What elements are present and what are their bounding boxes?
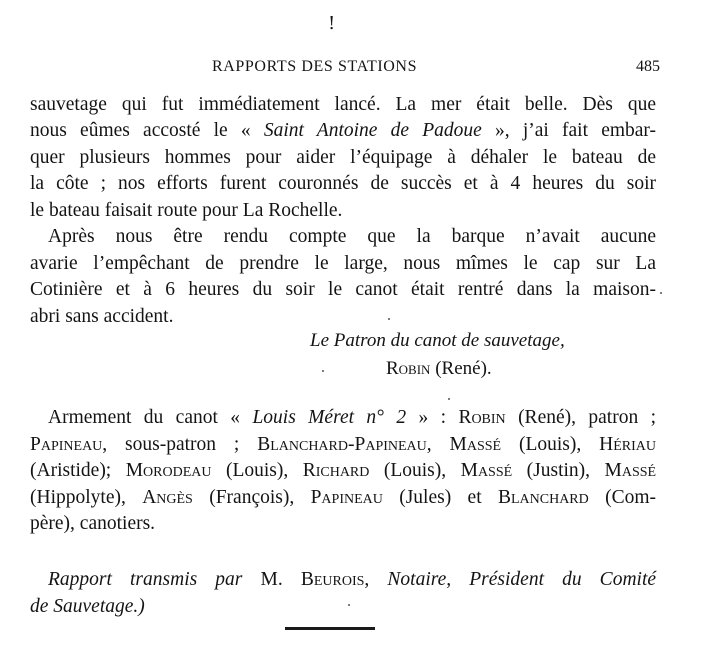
paragraph1-line2: nous eûmes accosté le « Saint Antoine de Padoue », j’ai fait embar-: [30, 120, 657, 141]
paragraph1-line4: la côte ; nos efforts furent couronnés de succès et à 4 heures du soir: [30, 173, 656, 194]
crew-line5: père), canotiers.: [30, 513, 156, 534]
page-number: 485: [636, 58, 660, 75]
signature-title: Le Patron du canot de sauvetage,: [310, 330, 565, 351]
signature-name: Robin (René).: [386, 358, 492, 379]
crew-line2: Papineau, sous-patron ; Blanchard-Papineau, Massé (Louis), Hériau: [30, 434, 656, 455]
page-header: [30, 58, 660, 84]
paragraph2-line4: abri sans accident.: [30, 306, 174, 327]
paragraph2-line3: Cotinière et à 6 heures du soir le canot était rentré dans la maison-: [30, 279, 656, 300]
crew-line3: (Aristide); Morodeau (Louis), Richard (Louis), Massé (Justin), Massé: [30, 460, 657, 481]
paragraph2-line2: avarie l’empêchant de prendre le large, nous mîmes le cap sur La: [30, 253, 656, 274]
ship-name: Saint Antoine de Padoue: [263, 120, 482, 141]
scan-speck: [348, 604, 350, 606]
running-title: RAPPORTS DES STATIONS: [212, 58, 418, 75]
paragraph1-line3: quer plusieurs hommes pour aider l’équipage à déhaler le bateau de: [30, 147, 656, 168]
report-line1: Rapport transmis par M. Beurois, Notaire, Président du Comité: [48, 569, 657, 590]
scan-speck: [660, 292, 662, 294]
crew-line4: (Hippolyte), Angès (François), Papineau (Jules) et Blanchard (Com-: [30, 487, 657, 508]
top-mark: !: [328, 13, 336, 34]
scan-speck: [448, 398, 450, 400]
scan-speck: [322, 370, 324, 372]
report-line2: de Sauvetage.): [30, 596, 145, 617]
paragraph1-line5: le bateau faisait route pour La Rochelle.: [30, 200, 343, 221]
paragraph1-line1: sauvetage qui fut immédiatement lancé. La mer était belle. Dès que: [30, 94, 656, 115]
closing-rule: [285, 627, 375, 630]
paragraph2-line1: Après nous être rendu compte que la barque n’avait aucune: [48, 226, 656, 247]
boat-name: Louis Méret n° 2: [252, 407, 407, 428]
scan-speck: [388, 318, 390, 320]
crew-line1: Armement du canot « Louis Méret n° 2 » : Robin (René), patron ;: [48, 407, 657, 428]
